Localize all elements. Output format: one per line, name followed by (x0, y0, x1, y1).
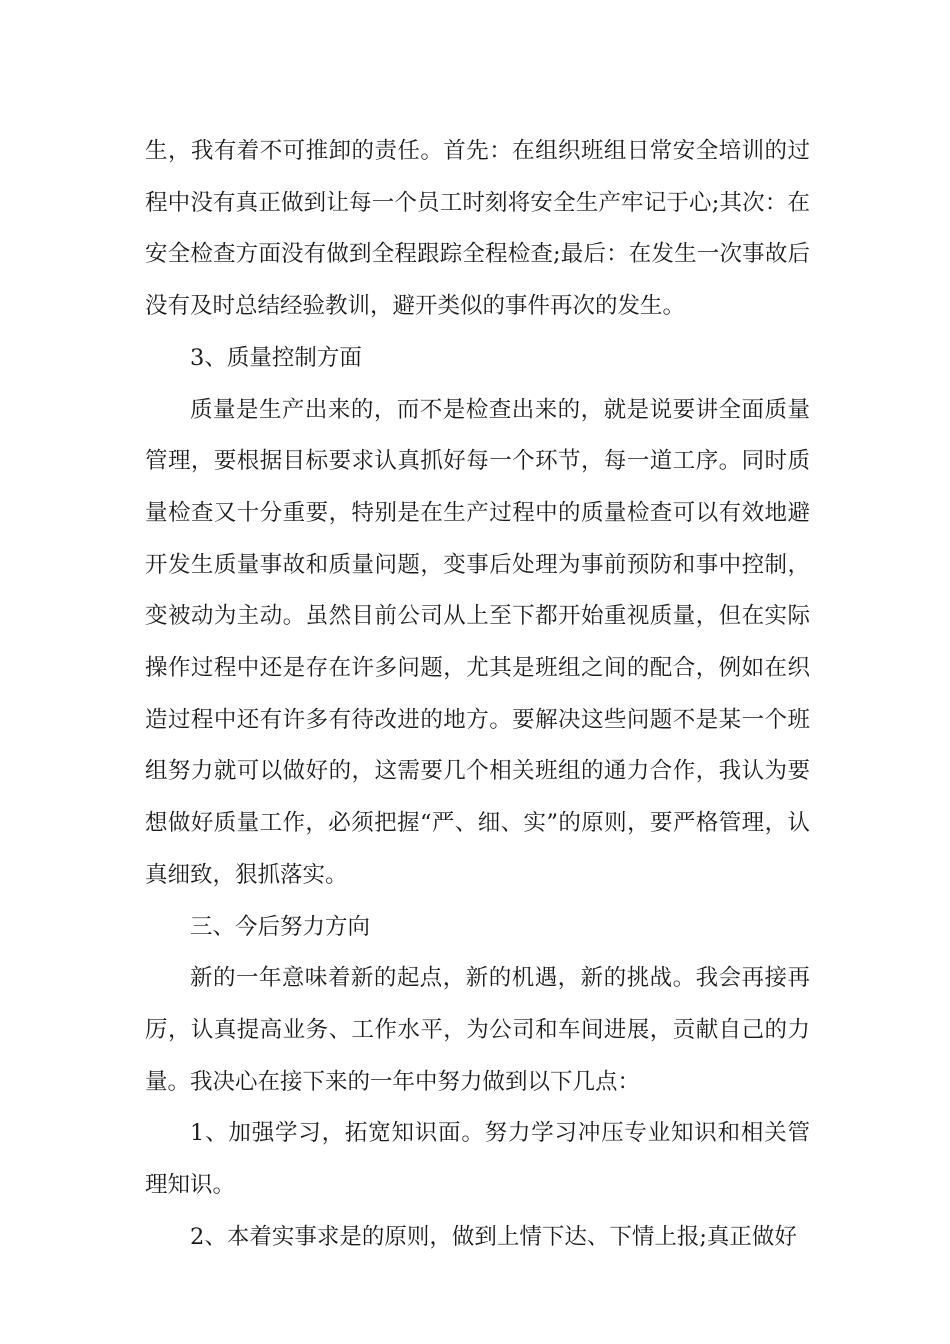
paragraph-new-year: 新的一年意味着新的起点，新的机遇，新的挑战。我会再接再厉，认真提高业务、工作水平，为公司和车间进展，贡献自己的力量。我决心在接下来的一年中努力做到以下几点： (145, 965, 810, 1095)
paragraph-point-2: 2、本着实事求是的原则，做到上情下达、下情上报;真正做好 (190, 1223, 797, 1250)
paragraph-point-1: 1、加强学习，拓宽知识面。努力学习冲压专业知识和相关管理知识。 (145, 1120, 810, 1199)
paragraph-quality-management: 质量是生产出来的，而不是检查出来的，就是说要讲全面质量管理，要根据目标要求认真抓好每一个环节，每一道工序。同时质量检查又十分重要，特别是在生产过程中的质量检查可以有效地避开发生质量事故和质量问题，变事后处理为事前预防和事中控制，变被动为主动。虽然目前公司从上至下都开始重视质量，但在实际操作过程中还是存在许多问题，尤其是班组之间的配合，例如在织造过程中还有许多有待改进的地方。要解决这些问题不是某一个班组努力就可以做好的，这需要几个相关班组的通力合作，我认为要想做好质量工作，必须把握“严、细、实”的原则，要严格管理，认真细致，狠抓落实。 (145, 396, 810, 888)
heading-quality-control: 3、质量控制方面 (190, 344, 362, 371)
document-body (145, 126, 810, 1263)
heading-future-direction: 三、今后努力方向 (190, 913, 371, 940)
paragraph-safety-responsibility: 生，我有着不可推卸的责任。首先：在组织班组日常安全培训的过程中没有真正做到让每一个员工时刻将安全生产牢记于心;其次：在安全检查方面没有做到全程跟踪全程检查;最后：在发生一次事故后没有及时总结经验教训，避开类似的事件再次的发生。 (145, 138, 810, 320)
